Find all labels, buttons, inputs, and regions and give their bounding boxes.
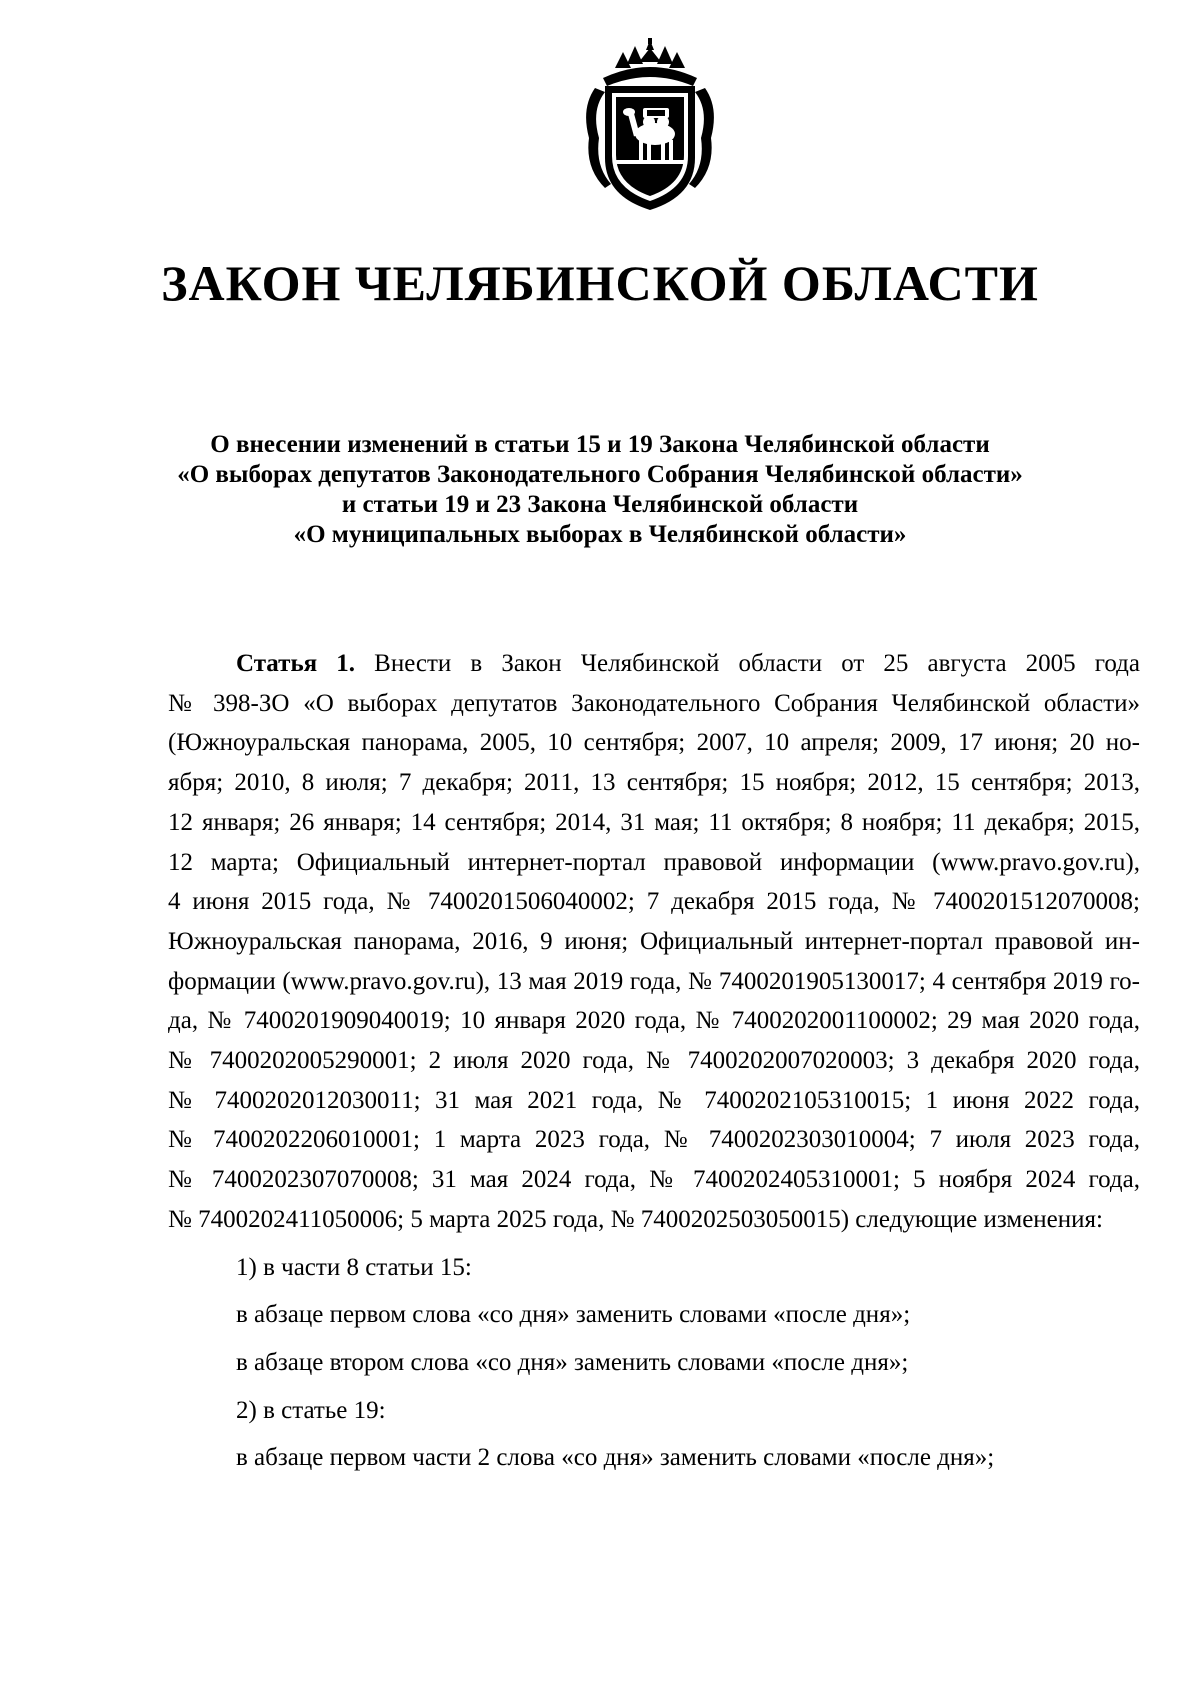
article-body (168, 644, 1140, 1478)
document-title: ЗАКОН ЧЕЛЯБИНСКОЙ ОБЛАСТИ (161, 255, 1039, 311)
article-line: формации (www.pravo.gov.ru), 13 мая 2019 года, № 7400201905130017; 4 сентября 2019 го- (168, 967, 1140, 995)
article-first-line-text: Внести в Закон Челябинской области от 25 августа 2005 года (355, 650, 1140, 677)
subject-line: «О муниципальных выборах в Челябинской области» (293, 521, 907, 548)
article-item: 1) в части 8 статьи 15: (236, 1253, 472, 1281)
article-first-line (168, 644, 1140, 684)
article-line: 12 марта; Официальный интернет-портал правовой информации (www.pravo.gov.ru), (168, 848, 1140, 876)
article-line: 4 июня 2015 года, № 7400201506040002; 7 декабря 2015 года, № 7400201512070008; (168, 888, 1140, 916)
article-line: № 7400202411050006; 5 марта 2025 года, № 7400202503050015) следующие изменения: (168, 1205, 1103, 1233)
article-line: № 7400202005290001; 2 июля 2020 года, № 7400202007020003; 3 декабря 2020 года, (168, 1047, 1140, 1075)
article-line: 12 января; 26 января; 14 сентября; 2014, 31 мая; 11 октября; 8 ноября; 11 декабря; 2015, (168, 808, 1140, 836)
article-label: Статья 1. (236, 650, 356, 677)
article-line: № 7400202307070008; 31 мая 2024 года, № 7400202405310001; 5 ноября 2024 года, (168, 1166, 1140, 1194)
document-subject (0, 430, 1200, 550)
article-line: № 7400202206010001; 1 марта 2023 года, № 7400202303010004; 7 июля 2023 года, (168, 1126, 1140, 1154)
article-line: да, № 7400201909040019; 10 января 2020 года, № 7400202001100002; 29 мая 2020 года, (168, 1007, 1140, 1035)
article-line: (Южноуральская панорама, 2005, 10 сентября; 2007, 10 апреля; 2009, 17 июня; 20 но- (168, 729, 1140, 757)
article-line: № 398-ЗО «О выборах депутатов Законодательного Собрания Челябинской области» (168, 689, 1140, 717)
article-item: в абзаце первом слова «со дня» заменить словами «после дня»; (236, 1301, 911, 1329)
subject-line: «О выборах депутатов Законодательного Собрания Челябинской области» (177, 461, 1023, 488)
article-item: в абзаце втором слова «со дня» заменить словами «после дня»; (236, 1348, 909, 1376)
subject-line: О внесении изменений в статьи 15 и 19 Закона Челябинской области (210, 431, 990, 458)
subject-line: и статьи 19 и 23 Закона Челябинской области (341, 491, 859, 518)
article-item: 2) в статье 19: (236, 1396, 386, 1424)
chelyabinsk-coat-of-arms-icon (575, 38, 725, 213)
article-line: № 7400202012030011; 31 мая 2021 года, № 7400202105310015; 1 июня 2022 года, (168, 1086, 1140, 1114)
article-line: Южноуральская панорама, 2016, 9 июня; Официальный интернет-портал правовой ин- (168, 927, 1140, 955)
article-item: в абзаце первом части 2 слова «со дня» заменить словами «после дня»; (236, 1444, 995, 1472)
article-line: ября; 2010, 8 июля; 7 декабря; 2011, 13 сентября; 15 ноября; 2012, 15 сентября; 2013, (168, 769, 1140, 797)
